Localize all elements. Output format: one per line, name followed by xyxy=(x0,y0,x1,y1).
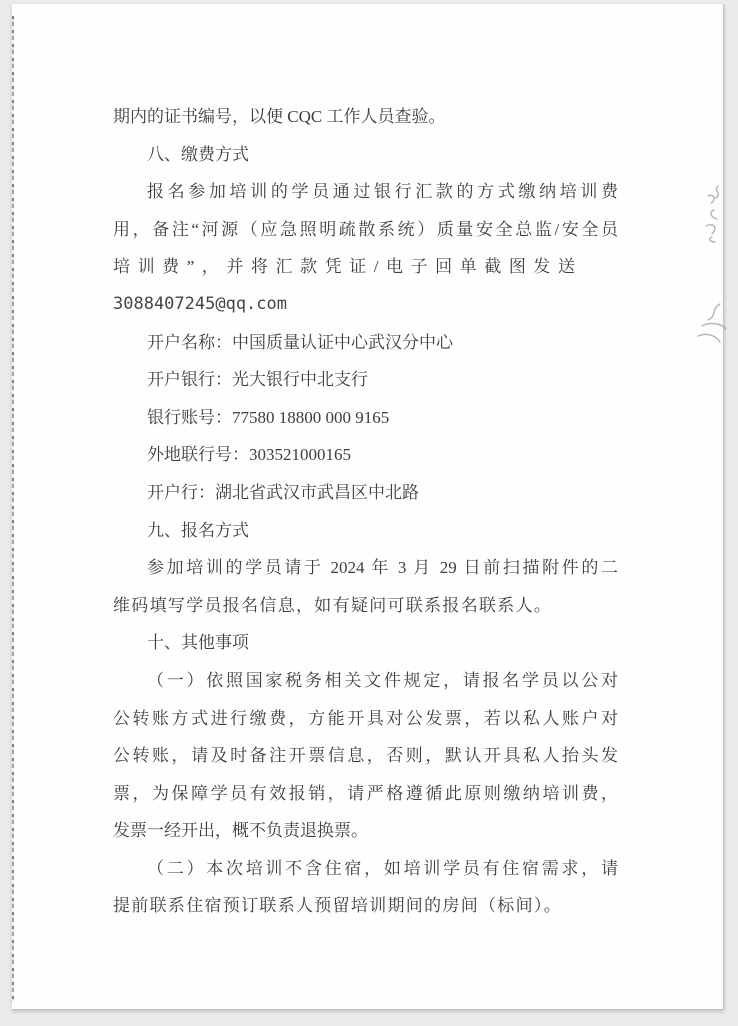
doc-line-other-item1-4: 票，为保障学员有效报销，请严格遵循此原则缴纳培训费， xyxy=(113,783,618,803)
doc-line-bank-address: 开户行：湖北省武汉市武昌区中北路 xyxy=(147,482,419,502)
doc-line-payment-1: 报名参加培训的学员通过银行汇款的方式缴纳培训费 xyxy=(147,182,618,202)
doc-heading-other-items: 十、其他事项 xyxy=(147,633,249,653)
scan-edge-artifact xyxy=(12,16,14,1001)
doc-line-bank-name: 开户银行：光大银行中北支行 xyxy=(147,370,368,390)
doc-line-other-item2-2: 提前联系住宿预订联系人预留培训期间的房间（标间）。 xyxy=(113,896,562,916)
doc-heading-payment-method: 八、缴费方式 xyxy=(147,144,249,164)
doc-line-bank-account-number: 银行账号：77580 18800 000 9165 xyxy=(147,407,390,427)
document-text-block xyxy=(113,98,618,925)
doc-line-other-item2-1: （二）本次培训不含住宿，如培训学员有住宿需求，请 xyxy=(147,858,618,878)
doc-line-payment-3: 培训费”，并将汇款凭证/电子回单截图发送 xyxy=(113,257,575,277)
document-page xyxy=(12,4,724,1010)
doc-line-cert-note: 期内的证书编号，以便 CQC 工作人员查验。 xyxy=(113,107,446,126)
doc-line-registration-1: 参加培训的学员请于 2024 年 3 月 29 日前扫描附件的二 xyxy=(147,558,618,578)
doc-heading-registration: 九、报名方式 xyxy=(147,520,249,540)
doc-line-registration-2: 维码填写学员报名信息，如有疑问可联系报名联系人。 xyxy=(113,595,553,615)
doc-line-other-item1-5: 发票一经开出，概不负责退换票。 xyxy=(113,821,368,841)
doc-line-other-item1-3: 公转账，请及时备注开票信息，否则，默认开具私人抬头发 xyxy=(113,746,618,766)
doc-line-interbank-number: 外地联行号：303521000165 xyxy=(147,445,351,465)
scan-smudge-icon xyxy=(690,298,730,346)
doc-line-account-name: 开户名称：中国质量认证中心武汉分中心 xyxy=(147,332,453,352)
scan-smudge-icon xyxy=(698,182,726,244)
doc-line-other-item1-1: （一）依照国家税务相关文件规定，请报名学员以公对 xyxy=(147,670,618,690)
doc-line-email: 3088407245@qq.com xyxy=(113,293,287,314)
doc-line-other-item1-2: 公转账方式进行缴费，方能开具对公发票，若以私人账户对 xyxy=(113,708,618,728)
doc-line-payment-2: 用，备注“河源（应急照明疏散系统）质量安全总监/安全员 xyxy=(113,219,618,239)
